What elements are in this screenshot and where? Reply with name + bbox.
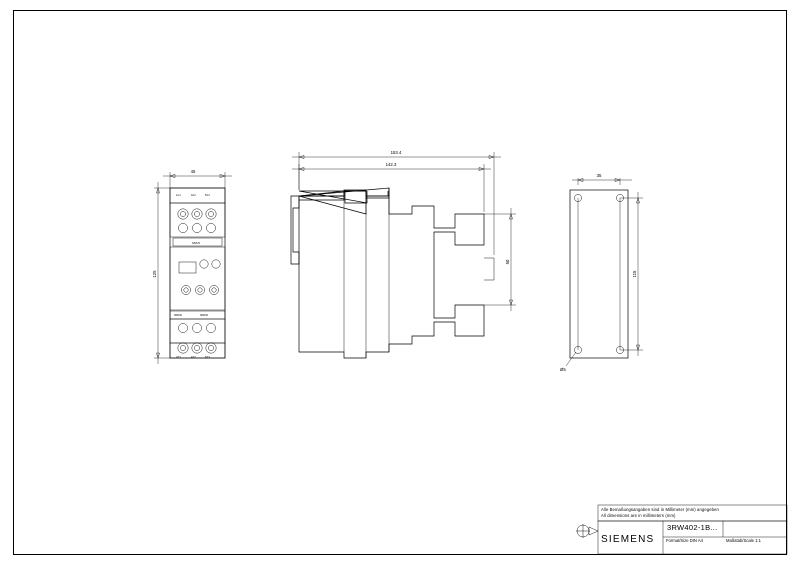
svg-text:2/T1: 2/T1: [176, 356, 181, 359]
svg-text:142.3: 142.3: [385, 162, 397, 167]
svg-text:50: 50: [505, 259, 510, 265]
scale-label: Maßstab/Scale 1:1: [726, 538, 761, 543]
svg-text:35: 35: [596, 173, 602, 178]
svg-text:45: 45: [190, 169, 196, 174]
svg-text:153.4: 153.4: [390, 150, 402, 155]
note-german: Alle Bemaßungsangaben sind in Millimeter (mm) angegeben: [601, 507, 719, 512]
siemens-logo-mark: [576, 524, 598, 538]
format-label: Format/Size DIN A4: [666, 538, 704, 543]
svg-text:3RW40: 3RW40: [200, 314, 208, 317]
svg-text:Ø5: Ø5: [560, 367, 566, 372]
svg-text:SIRIUS: SIRIUS: [192, 242, 200, 245]
svg-text:5/L3: 5/L3: [205, 194, 210, 197]
part-number: 3RW402-1B...: [667, 523, 718, 532]
svg-text:6/T3: 6/T3: [205, 356, 210, 359]
mounting-view-group: [560, 173, 643, 372]
svg-text:125: 125: [152, 270, 157, 278]
svg-text:4/T2: 4/T2: [191, 356, 196, 359]
svg-text:1/L1: 1/L1: [176, 194, 181, 197]
side-view-group: [291, 150, 516, 358]
note-english: All dimensions are in millimeters (mm): [601, 513, 676, 518]
front-view-group: [152, 169, 232, 364]
company-name: SIEMENS: [601, 534, 655, 545]
svg-text:3RW40: 3RW40: [174, 314, 182, 317]
svg-text:115: 115: [632, 270, 637, 278]
svg-text:3/L2: 3/L2: [191, 194, 196, 197]
